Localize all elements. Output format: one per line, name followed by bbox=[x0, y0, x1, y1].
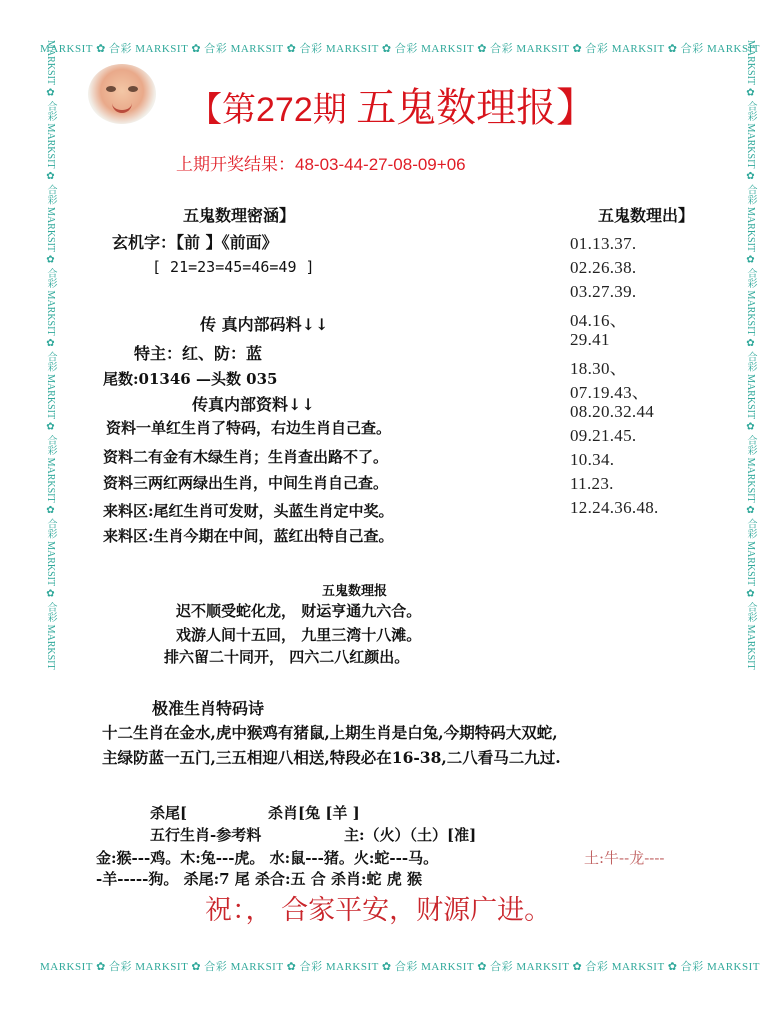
watermark-text: MARKSIT bbox=[706, 43, 760, 55]
blessing: 祝：， 合家平安，财源广进。 bbox=[205, 895, 552, 926]
equation: [ 21=23=45=46=49 ] bbox=[152, 258, 315, 276]
page-title bbox=[188, 76, 596, 133]
watermark-text: MARKSIT bbox=[230, 961, 284, 973]
five-elements-label: 五行生肖-参考料 bbox=[150, 826, 262, 844]
watermark-text: MARKSIT bbox=[745, 207, 756, 253]
number-row: 07.19.43、 bbox=[570, 383, 650, 402]
material-line: 资料三两红两绿出生肖，中间生肖自己查。 bbox=[103, 474, 389, 492]
watermark-text: MARKSIT bbox=[40, 961, 93, 973]
number-row: 08.20.32.44 bbox=[570, 402, 655, 421]
number-row: 02.26.38. bbox=[570, 258, 637, 277]
watermark-text: MARKSIT bbox=[40, 43, 93, 55]
number-row: 04.16、 bbox=[570, 311, 628, 330]
number-row: 29.41 bbox=[570, 330, 610, 349]
tail-head-numbers: 尾数:01346 —头数 035 bbox=[103, 370, 278, 388]
watermark-text: MARKSIT bbox=[45, 40, 56, 86]
special-colors: 特主：红、防：蓝 bbox=[134, 344, 263, 363]
material-line: 来料区:生肖今期在中间，蓝红出特自己查。 bbox=[103, 527, 394, 545]
number-row: 10.34. bbox=[570, 450, 615, 469]
watermark-text: MARKSIT bbox=[611, 43, 665, 55]
elements-line: 金:猴---鸡。木:兔---虎。 水:鼠---猪。火:蛇---马。 bbox=[96, 849, 439, 867]
number-row: 03.27.39. bbox=[570, 282, 637, 301]
poem-line: 戏游人间十五回， 九里三湾十八滩。 bbox=[176, 626, 422, 644]
watermark-text: MARKSIT bbox=[745, 290, 756, 336]
watermark-text: MARKSIT bbox=[745, 541, 756, 587]
watermark-text: MARKSIT bbox=[45, 207, 56, 253]
number-row: 12.24.36.48. bbox=[570, 498, 659, 517]
kill-tail: 杀尾[ bbox=[150, 804, 188, 822]
poem-line: 排六留二十同开， 四六二八红颜出。 bbox=[164, 648, 410, 666]
avatar bbox=[88, 64, 156, 124]
numbers-heading: 五鬼数理出】 bbox=[598, 206, 695, 225]
watermark-text: MARKSIT bbox=[745, 123, 756, 169]
watermark-text: MARKSIT bbox=[230, 43, 284, 55]
watermark-text: MARKSIT bbox=[45, 123, 56, 169]
watermark-right-border: MARKSIT ✿ 合彩 MARKSIT ✿ 合彩 MARKSIT ✿ 合彩 MARKSIT ✿ 合彩 MARKSIT ✿ 合彩 MARKSIT ✿ 合彩 MARKSIT ✿ 合彩 MARKSIT bbox=[745, 40, 756, 670]
number-row: 18.30、 bbox=[570, 359, 628, 378]
watermark-top-border: MARKSIT ✿ 合彩 MARKSIT ✿ 合彩 MARKSIT ✿ 合彩 MARKSIT ✿ 合彩 MARKSIT ✿ 合彩 MARKSIT ✿ 合彩 MARKSIT ✿ 合彩 MARKSIT bbox=[40, 43, 760, 55]
watermark-text: MARKSIT bbox=[135, 43, 189, 55]
watermark-text: MARKSIT bbox=[706, 961, 760, 973]
kill-zodiac: 杀肖[兔 [羊 ] bbox=[268, 804, 360, 822]
watermark-text: MARKSIT bbox=[135, 961, 189, 973]
watermark-text: MARKSIT bbox=[45, 374, 56, 420]
fax-heading-1: 传 真内部码料↓↓ bbox=[200, 315, 329, 334]
watermark-bottom-border: MARKSIT ✿ 合彩 MARKSIT ✿ 合彩 MARKSIT ✿ 合彩 MARKSIT ✿ 合彩 MARKSIT ✿ 合彩 MARKSIT ✿ 合彩 MARKSIT ✿ 合彩 MARKSIT bbox=[40, 961, 760, 973]
watermark-text: MARKSIT bbox=[745, 40, 756, 86]
watermark-text: MARKSIT bbox=[745, 624, 756, 670]
watermark-text: MARKSIT bbox=[745, 457, 756, 503]
kill-summary-line: -羊-----狗。 杀尾:7 尾 杀合:五 合 杀肖:蛇 虎 猴 bbox=[96, 870, 422, 888]
watermark-text: MARKSIT bbox=[325, 43, 379, 55]
poem-line: 迟不顺受蛇化龙， 财运亨通九六合。 bbox=[176, 602, 422, 620]
watermark-left-border: MARKSIT ✿ 合彩 MARKSIT ✿ 合彩 MARKSIT ✿ 合彩 MARKSIT ✿ 合彩 MARKSIT ✿ 合彩 MARKSIT ✿ 合彩 MARKSIT ✿ 合彩 MARKSIT bbox=[45, 40, 56, 670]
zodiac-poem-line: 主绿防蓝一五门,三五相迎八相送,特段必在16-38,二八看马二九过. bbox=[102, 748, 561, 767]
watermark-text: MARKSIT bbox=[45, 457, 56, 503]
main-elements: 主:（火）（土）[准] bbox=[344, 826, 477, 844]
title-prefix: 【第272期 bbox=[188, 91, 347, 129]
zodiac-poem-heading: 极准生肖特码诗 bbox=[152, 699, 265, 718]
number-row: 01.13.37. bbox=[570, 234, 637, 253]
watermark-text: MARKSIT bbox=[325, 961, 379, 973]
number-row: 09.21.45. bbox=[570, 426, 637, 445]
poem-heading: 五鬼数理报 bbox=[322, 584, 388, 599]
watermark-text: MARKSIT bbox=[45, 290, 56, 336]
watermark-text: MARKSIT bbox=[516, 43, 570, 55]
watermark-text: MARKSIT bbox=[745, 374, 756, 420]
zodiac-poem-line: 十二生肖在金水,虎中猴鸡有猪鼠,上期生肖是白兔,今期特码大双蛇, bbox=[102, 723, 558, 742]
section-heading: 五鬼数理密涵】 bbox=[183, 206, 296, 225]
material-line: 资料二有金有木绿生肖；生肖查出路不了。 bbox=[103, 448, 389, 466]
watermark-text: MARKSIT bbox=[421, 961, 474, 973]
watermark-text: MARKSIT bbox=[611, 961, 665, 973]
watermark-text: MARKSIT bbox=[421, 43, 474, 55]
mystery-word: 玄机字：【前 】《前面》 bbox=[112, 233, 278, 252]
watermark-text: MARKSIT bbox=[516, 961, 570, 973]
last-result: 上期开奖结果：48-03-44-27-08-09+06 bbox=[176, 155, 466, 174]
number-row: 11.23. bbox=[570, 474, 614, 493]
avatar-eye bbox=[128, 86, 138, 92]
elements-line-faint: 土:牛--龙---- bbox=[584, 849, 665, 867]
material-line: 来料区:尾红生肖可发财，头蓝生肖定中奖。 bbox=[103, 502, 394, 520]
title-main: 五鬼数理报】 bbox=[356, 85, 597, 131]
fax-heading-2: 传真内部资料↓↓ bbox=[192, 395, 315, 414]
avatar-mouth bbox=[112, 102, 132, 113]
watermark-text: MARKSIT bbox=[45, 541, 56, 587]
material-line: 资料一单红生肖了特码，右边生肖自己查。 bbox=[106, 419, 392, 437]
watermark-text: MARKSIT bbox=[45, 624, 56, 670]
avatar-eye bbox=[106, 86, 116, 92]
